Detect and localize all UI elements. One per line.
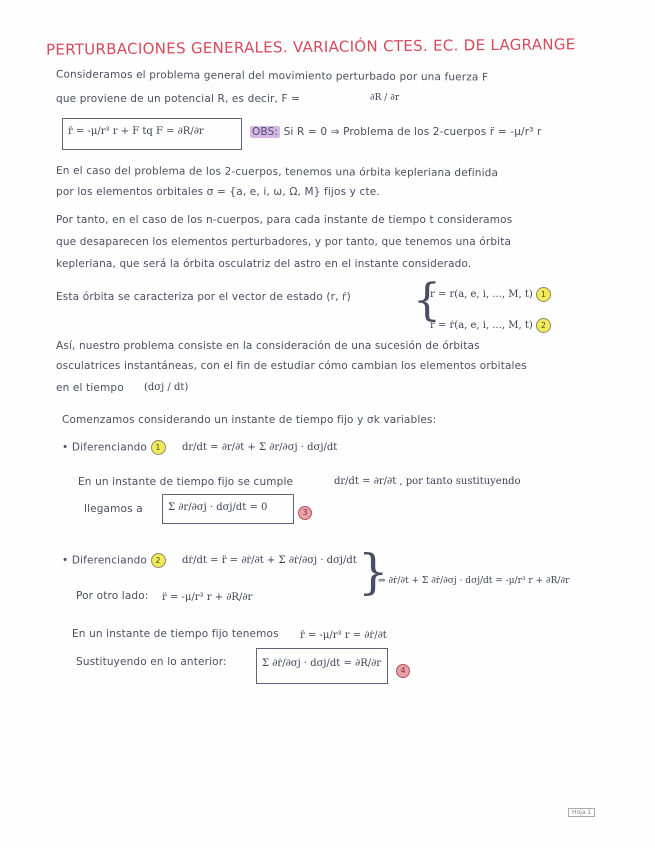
marker-3-wrap [298, 502, 312, 521]
text-line-4: por los elementos orbitales σ = {a, e, i, ω, Ω, M} fijos y cte. [56, 186, 380, 198]
state-eq-1-text: r = r(a, e, i, ..., M, t) [430, 289, 533, 300]
marker-ref-2: 2 [151, 553, 166, 568]
state-eq-1 [430, 287, 551, 302]
equation-combined: ⇒ ∂ṙ/∂t + Σ ∂ṙ/∂σj · dσj/dt = -μ/r³ r + ∂R/∂r [378, 576, 570, 586]
page-title: PERTURBACIONES GENERALES. VARIACIÓN CTES. EC. DE LAGRANGE [45, 35, 576, 59]
obs-label: OBS: [252, 126, 279, 138]
frac-dsigma-dt: (dσj / dt) [144, 382, 189, 393]
marker-1: 1 [536, 287, 551, 302]
text-line-6: que desaparecen los elementos perturbadores, y por tanto, que tenemos una órbita [56, 236, 512, 248]
text-line-18: En un instante de tiempo fijo tenemos [72, 628, 279, 640]
equation-fixed-time: dr/dt = ∂r/∂t , por tanto sustituyendo [334, 476, 521, 487]
text-line-10: osculatrices instantáneas, con el fin de estudiar cómo cambian los elementos orbitales [56, 360, 527, 372]
text-line-5: Por tanto, en el caso de los n-cuerpos, para cada instante de tiempo t consideramos [56, 214, 513, 226]
text-line-17: Por otro lado: [76, 590, 149, 602]
state-eq-2-text: ṙ = ṙ(a, e, i, ..., M, t) [430, 320, 533, 331]
text-line-15: llegamos a [84, 503, 143, 515]
text-line-3: En el caso del problema de los 2-cuerpos, tenemos una órbita kepleriana definida [55, 164, 499, 180]
equation-motion: r̈ = -μ/r³ r + F tq F = ∂R/∂r [68, 126, 204, 137]
text-line-11: en el tiempo [56, 382, 124, 394]
text-line-12: Comenzamos considerando un instante de tiempo fijo y σk variables: [62, 414, 437, 426]
text-line-13 [62, 440, 166, 455]
page-footer-label: Hoja 1 [568, 808, 595, 817]
equation-acceleration: r̈ = -μ/r³ r + ∂R/∂r [162, 592, 253, 603]
marker-2: 2 [536, 318, 551, 333]
marker-ref-1: 1 [151, 440, 166, 455]
diff-label-1: • Diferenciando [62, 441, 148, 454]
text-line-9: Así, nuestro problema consiste en la consideración de una sucesión de órbitas [56, 340, 480, 352]
marker-4: 4 [396, 664, 410, 678]
equation-result: Σ ∂ṙ/∂σj · dσj/dt = ∂R/∂r [262, 658, 382, 669]
marker-3: 3 [298, 506, 312, 520]
obs-text: Si R = 0 ⇒ Problema de los 2-cuerpos r̈ = -μ/r³ r [283, 126, 542, 138]
text-line-2: que proviene de un potencial R, es decir, F = [56, 93, 301, 105]
equation-fixed-time-2: r̈ = -μ/r³ r = ∂ṙ/∂t [300, 630, 387, 641]
frac-dR-dr: ∂R / ∂r [370, 93, 400, 103]
obs-note [250, 126, 542, 138]
equation-diff-r: dr/dt = ∂r/∂t + Σ ∂r/∂σj · dσj/dt [182, 442, 338, 453]
text-line-19: Sustituyendo en lo anterior: [76, 656, 227, 668]
text-line-7: kepleriana, que será la órbita osculatriz del astro en el instante considerado. [56, 258, 472, 270]
text-line-1: Consideramos el problema general del movimiento perturbado por una fuerza F [55, 68, 489, 84]
text-line-16 [62, 553, 166, 568]
state-eq-2 [430, 318, 551, 333]
text-line-14: En un instante de tiempo fijo se cumple [78, 476, 294, 488]
brace-combine: } [358, 544, 389, 600]
equation-condition: Σ ∂r/∂σj · dσj/dt = 0 [168, 502, 268, 513]
equation-diff-rdot: dṙ/dt = r̈ = ∂ṙ/∂t + Σ ∂ṙ/∂σj · dσj/dt [182, 555, 357, 566]
marker-4-wrap [396, 660, 410, 679]
text-line-8: Esta órbita se caracteriza por el vector de estado (r, ṙ) [56, 291, 351, 303]
brace-state-vector: { [413, 275, 441, 326]
diff-label-2: • Diferenciando [62, 554, 148, 567]
